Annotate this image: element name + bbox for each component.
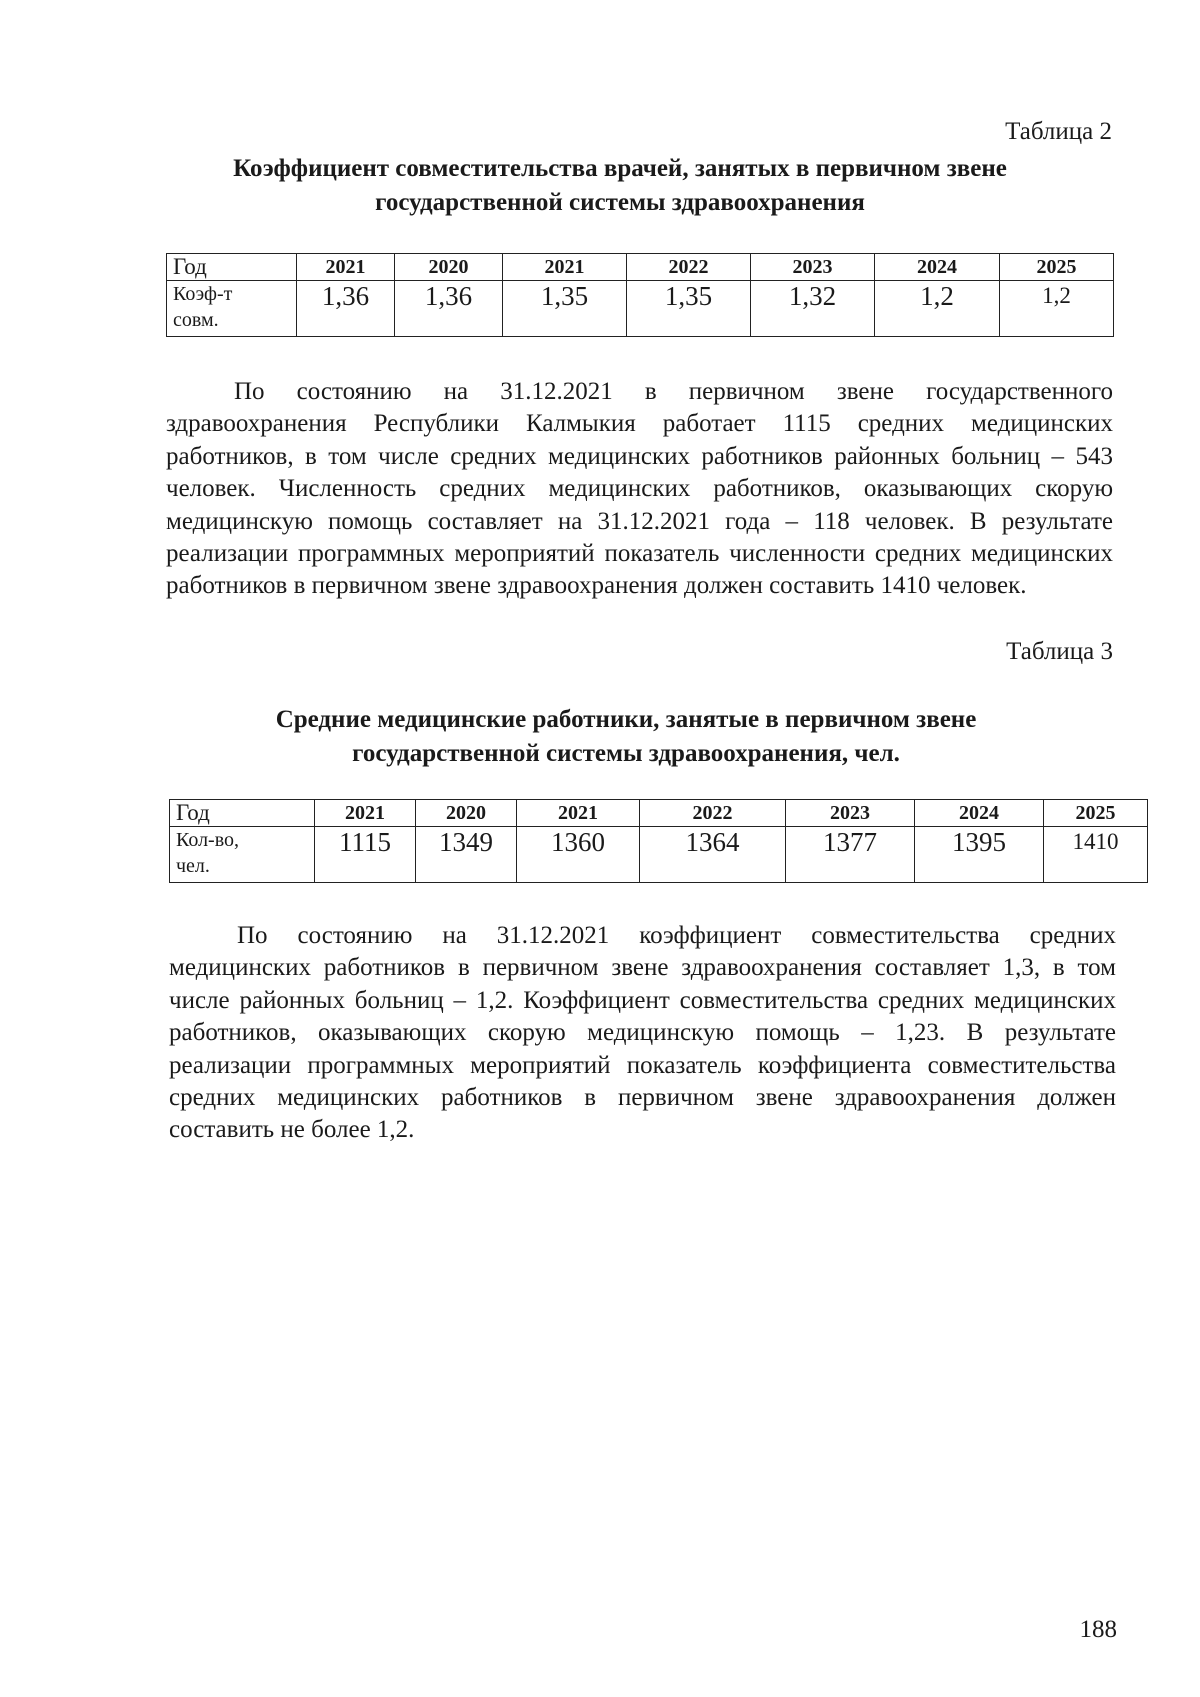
table-2-title-line-1: Коэффициент совместительства врачей, занятых в первичном звене <box>233 155 1007 182</box>
page-number: 188 <box>1079 1616 1117 1643</box>
table-3-year-cell: 2023 <box>786 800 915 827</box>
table-3-value-cell: 1395 <box>915 827 1044 883</box>
table-3-header-row <box>170 800 1148 827</box>
table-3-year-cell: 2025 <box>1044 800 1148 827</box>
table-2-year-cell: 2022 <box>627 254 751 281</box>
table-2-header-row <box>167 254 1114 281</box>
table-3 <box>169 799 1148 883</box>
table-3-value-cell: 1364 <box>640 827 786 883</box>
table-2-value-cell: 1,2 <box>875 281 1000 337</box>
table-3-title <box>166 703 1086 771</box>
table-2-year-cell: 2021 <box>503 254 627 281</box>
table-2-year-cell: 2025 <box>1000 254 1114 281</box>
table-3-value-cell: 1349 <box>416 827 517 883</box>
table-3-row-label <box>170 827 315 883</box>
table-2-title <box>160 152 1080 220</box>
table-2-header-label: Год <box>167 254 297 281</box>
table-3-year-cell: 2024 <box>915 800 1044 827</box>
table-2-year-cell: 2021 <box>297 254 395 281</box>
table-3-year-cell: 2021 <box>315 800 416 827</box>
table-2-title-line-2: государственной системы здравоохранения <box>375 189 865 216</box>
table-2-row-label-line-1: Коэф-т <box>173 283 233 305</box>
table-2-value-cell: 1,35 <box>503 281 627 337</box>
table-3-year-cell: 2020 <box>416 800 517 827</box>
table-2-value-cell: 1,35 <box>627 281 751 337</box>
table-2-row-label <box>167 281 297 337</box>
table-3-year-cell: 2022 <box>640 800 786 827</box>
table-2-value-cell: 1,2 <box>1000 281 1114 337</box>
table-2-year-cell: 2024 <box>875 254 1000 281</box>
paragraph-1: По состоянию на 31.12.2021 в первичном звене государственного здравоохранения Республики Калмыкия работает 1115 средних медицинских работников, в том числе средних медицинских работников районных больниц – 543 человек. Численность средних медицинских работников, оказывающих скорую медицинскую помощь составляет на 31.12.2021 года – 118 человек. В результате реализации программных мероприятий показатель численности средних медицинских работников в первичном звене здравоохранения должен составить 1410 человек. <box>166 378 1113 600</box>
table-3-value-cell: 1115 <box>315 827 416 883</box>
table-2-value-cell: 1,36 <box>395 281 503 337</box>
table-3-value-cell: 1360 <box>517 827 640 883</box>
table-3-row-label-line-2: чел. <box>176 855 210 877</box>
table-3-number: Таблица 3 <box>1006 638 1113 665</box>
table-3-value-row <box>170 827 1148 883</box>
table-2-year-cell: 2023 <box>751 254 875 281</box>
table-2-number: Таблица 2 <box>1005 118 1112 145</box>
table-3-header-label: Год <box>170 800 315 827</box>
paragraph-2: По состоянию на 31.12.2021 коэффициент совместительства средних медицинских работников в первичном звене здравоохранения составляет 1,3, в том числе районных больниц – 1,2. Коэффициент совместительства средних медицинских работников, оказывающих скорую медицинскую помощь – 1,23. В результате реализации программных мероприятий показатель коэффициента совместительства средних медицинских работников в первичном звене здравоохранения должен составить не более 1,2. <box>169 922 1116 1144</box>
table-3-year-cell: 2021 <box>517 800 640 827</box>
table-3-value-cell: 1377 <box>786 827 915 883</box>
table-3-title-line-2: государственной системы здравоохранения, чел. <box>352 740 900 767</box>
table-3-title-line-1: Средние медицинские работники, занятые в первичном звене <box>275 706 977 733</box>
table-3-row-label-line-1: Кол-во, <box>176 829 240 851</box>
table-2-value-cell: 1,32 <box>751 281 875 337</box>
table-2-value-cell: 1,36 <box>297 281 395 337</box>
table-2-year-cell: 2020 <box>395 254 503 281</box>
table-2 <box>166 253 1114 337</box>
table-3-value-cell: 1410 <box>1044 827 1148 883</box>
table-2-row-label-line-2: совм. <box>173 309 219 331</box>
table-2-value-row <box>167 281 1114 337</box>
